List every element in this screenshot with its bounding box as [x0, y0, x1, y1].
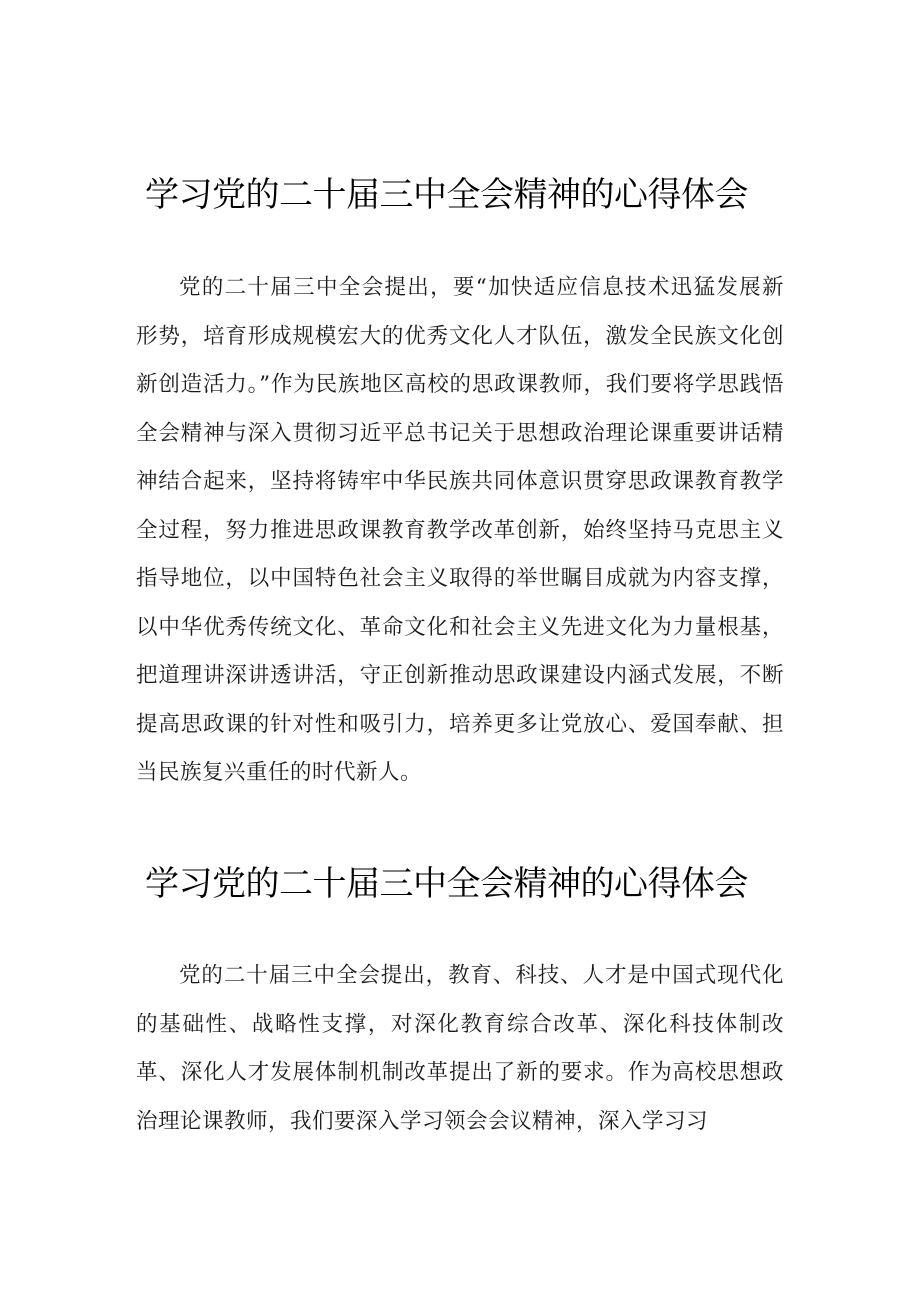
section-title: 学习党的二十届三中全会精神的心得体会 — [145, 175, 748, 215]
section-title: 学习党的二十届三中全会精神的心得体会 — [145, 864, 748, 904]
section-paragraph: 党的二十届三中全会提出，教育、科技、人才是中国式现代化的基础性、战略性支撑，对深化教育综合改革、深化科技体制改革、深化人才发展体制机制改革提出了新的要求。作为高校思想政治理论课教师，我们要深入学习领会会议精神，深入学习习 — [136, 963, 784, 1134]
section-paragraph: 党的二十届三中全会提出，要“加快适应信息技术迅猛发展新形势，培育形成规模宏大的优秀文化人才队伍，激发全民族文化创新创造活力。”作为民族地区高校的思政课教师，我们要将学思践悟全会精神与深入贯彻习近平总书记关于思想政治理论课重要讲话精神结合起来，坚持将铸牢中华民族共同体意识贯穿思政课教育教学全过程，努力推进思政课教育教学改革创新，始终坚持马克思主义指导地位，以中国特色社会主义取得的举世瞩目成就为内容支撑，以中华优秀传统文化、革命文化和社会主义先进文化为力量根基，把道理讲深讲透讲活，守正创新推动思政课建设内涵式发展，不断提高思政课的针对性和吸引力，培养更多让党放心、爱国奉献、担当民族复兴重任的时代新人。 — [136, 275, 784, 785]
